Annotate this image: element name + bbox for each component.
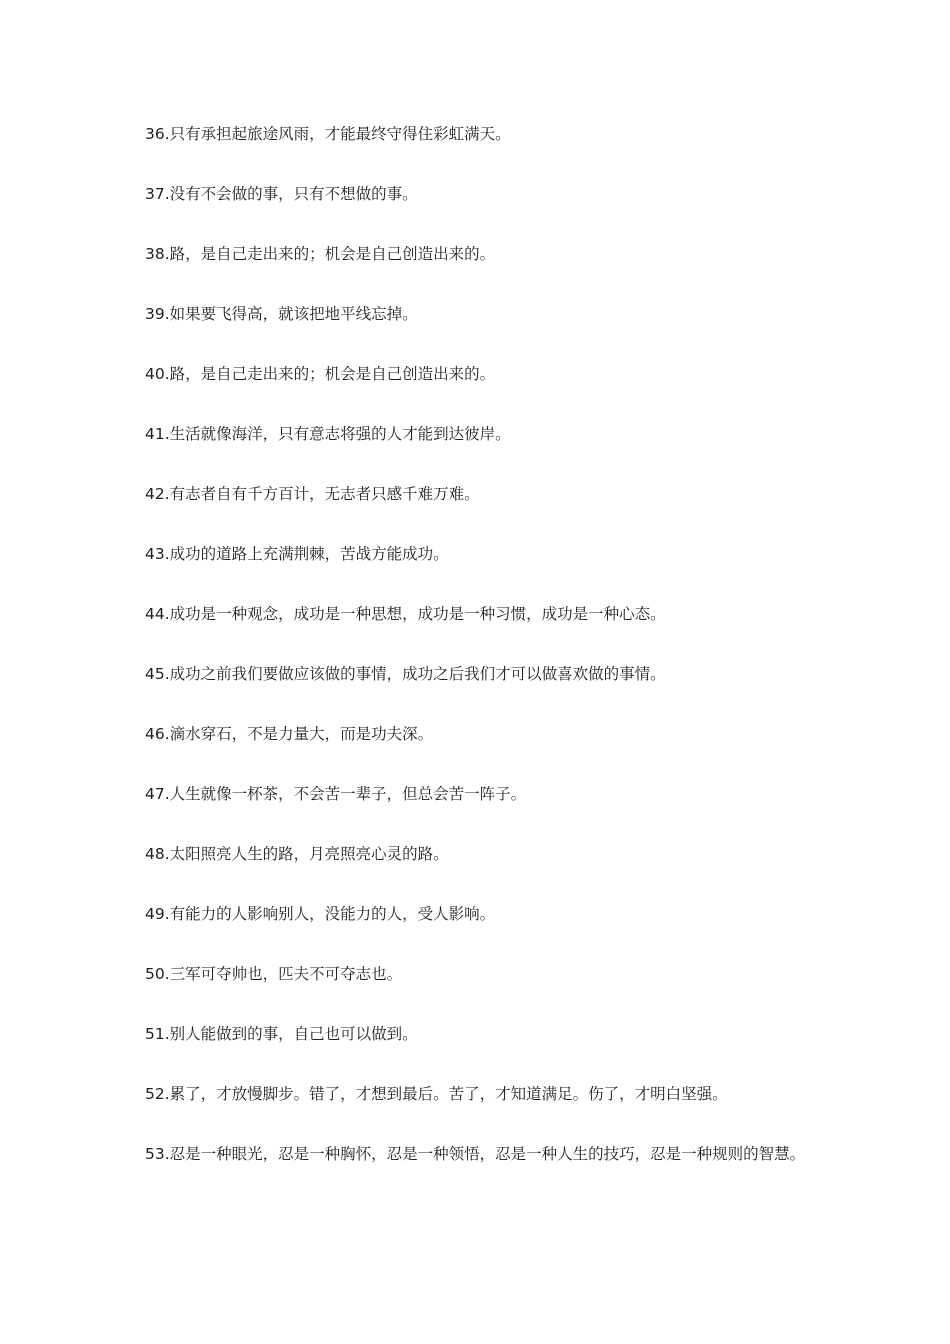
quote-item-47: 47.人生就像一杯茶，不会苦一辈子，但总会苦一阵子。 [145, 785, 527, 803]
quote-item-42: 42.有志者自有千方百计，无志者只感千难万难。 [145, 485, 480, 503]
quote-item-44: 44.成功是一种观念，成功是一种思想，成功是一种习惯，成功是一种心态。 [145, 605, 666, 623]
quote-item-45: 45.成功之前我们要做应该做的事情，成功之后我们才可以做喜欢做的事情。 [145, 665, 666, 683]
quote-item-51: 51.别人能做到的事，自己也可以做到。 [145, 1025, 418, 1043]
quote-item-46: 46.滴水穿石，不是力量大，而是功夫深。 [145, 725, 434, 743]
quote-item-36: 36.只有承担起旅途风雨，才能最终守得住彩虹满天。 [145, 125, 511, 143]
quote-item-41: 41.生活就像海洋，只有意志将强的人才能到达彼岸。 [145, 425, 511, 443]
quote-item-38: 38.路，是自己走出来的；机会是自己创造出来的。 [145, 245, 496, 263]
quote-list [145, 120, 810, 1200]
quote-item-37: 37.没有不会做的事，只有不想做的事。 [145, 185, 418, 203]
quote-item-40: 40.路，是自己走出来的；机会是自己创造出来的。 [145, 365, 496, 383]
quote-item-50: 50.三军可夺帅也，匹夫不可夺志也。 [145, 965, 403, 983]
quote-item-49: 49.有能力的人影响别人，没能力的人，受人影响。 [145, 905, 496, 923]
quote-item-48: 48.太阳照亮人生的路，月亮照亮心灵的路。 [145, 845, 449, 863]
quote-item-52: 52.累了，才放慢脚步。错了，才想到最后。苦了，才知道满足。伤了，才明白坚强。 [145, 1085, 728, 1103]
quote-item-39: 39.如果要飞得高，就该把地平线忘掉。 [145, 305, 418, 323]
quote-item-53: 53.忍是一种眼光，忍是一种胸怀，忍是一种领悟，忍是一种人生的技巧，忍是一种规则的智慧。 [145, 1145, 806, 1163]
quote-item-43: 43.成功的道路上充满荆棘，苦战方能成功。 [145, 545, 449, 563]
